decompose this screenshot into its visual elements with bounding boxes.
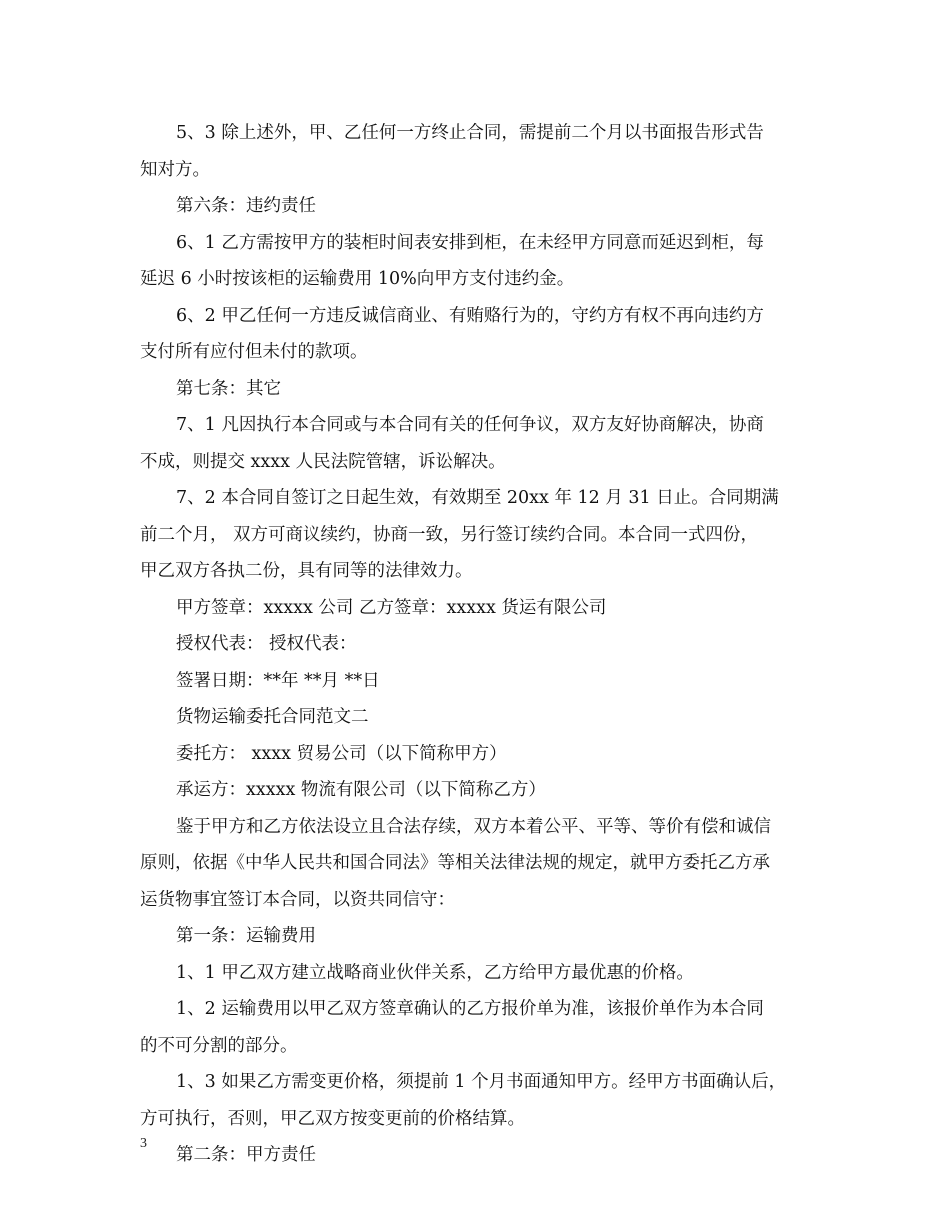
text-line: 1、3 如果乙方需变更价格，须提前 1 个月书面通知甲方。经甲方书面确认后， [176, 1072, 787, 1092]
text-line: 知对方。 [140, 159, 210, 180]
text-line: 鉴于甲方和乙方依法设立且合法存续，双方本着公平、平等、等价有偿和诚信 [176, 816, 771, 837]
text-line: 1、2 运输费用以甲乙双方签章确认的乙方报价单为准，该报价单作为本合同 [176, 999, 764, 1019]
text-line: 1、1 甲乙双方建立战略商业伙伴关系，乙方给甲方最优惠的价格。 [176, 962, 694, 983]
text-line: 货物运输委托合同范文二 [176, 707, 369, 727]
text-line: 第七条：其它 [176, 378, 281, 399]
text-line: 7、2 本合同自签订之日起生效，有效期至 20xx 年 12 月 31 日止。合同期满 [176, 488, 779, 508]
text-line: 委托方： xxxx 贸易公司（以下简称甲方） [176, 743, 507, 764]
text-line: 第六条：违约责任 [176, 196, 316, 216]
text-line: 第一条：运输费用 [176, 926, 316, 946]
text-line: 5、3 除上述外，甲、乙任何一方终止合同，需提前二个月以书面报告形式告 [176, 123, 764, 143]
text-line: 签署日期：**年 **月 **日 [176, 670, 380, 691]
text-line: 方可执行，否则，甲乙双方按变更前的价格结算。 [140, 1108, 525, 1129]
text-line: 7、1 凡因执行本合同或与本合同有关的任何争议，双方友好协商解决，协商 [176, 415, 764, 435]
text-line: 6、2 甲乙任何一方违反诚信商业、有贿赂行为的，守约方有权不再向违约方 [176, 305, 764, 326]
text-line: 原则，依据《中华人民共和国合同法》等相关法律法规的规定，就甲方委托乙方承 [140, 853, 770, 873]
text-line: 承运方：xxxxx 物流有限公司（以下简称乙方） [176, 780, 546, 800]
text-line: 甲方签章：xxxxx 公司 乙方签章：xxxxx 货运有限公司 [176, 597, 607, 618]
text-line: 不成，则提交 xxxx 人民法院管辖，诉讼解决。 [140, 451, 506, 472]
page-number: 3 [140, 1136, 147, 1151]
text-line: 运货物事宜签订本合同，以资共同信守： [140, 889, 455, 910]
text-line: 支付所有应付但未付的款项。 [140, 342, 368, 362]
text-line: 授权代表： 授权代表： [176, 634, 357, 654]
text-line: 甲乙双方各执二份，具有同等的法律效力。 [140, 561, 473, 581]
text-line: 6、1 乙方需按甲方的装柜时间表安排到柜，在未经甲方同意而延迟到柜，每 [176, 232, 764, 253]
text-line: 延迟 6 小时按该柜的运输费用 10%向甲方支付违约金。 [140, 269, 575, 289]
text-line: 前二个月， 双方可商议续约，协商一致，另行签订续约合同。本合同一式四份， [140, 524, 759, 545]
text-line: 的不可分割的部分。 [140, 1035, 298, 1056]
text-line: 第二条：甲方责任 [176, 1145, 316, 1165]
document-body [140, 115, 820, 1174]
